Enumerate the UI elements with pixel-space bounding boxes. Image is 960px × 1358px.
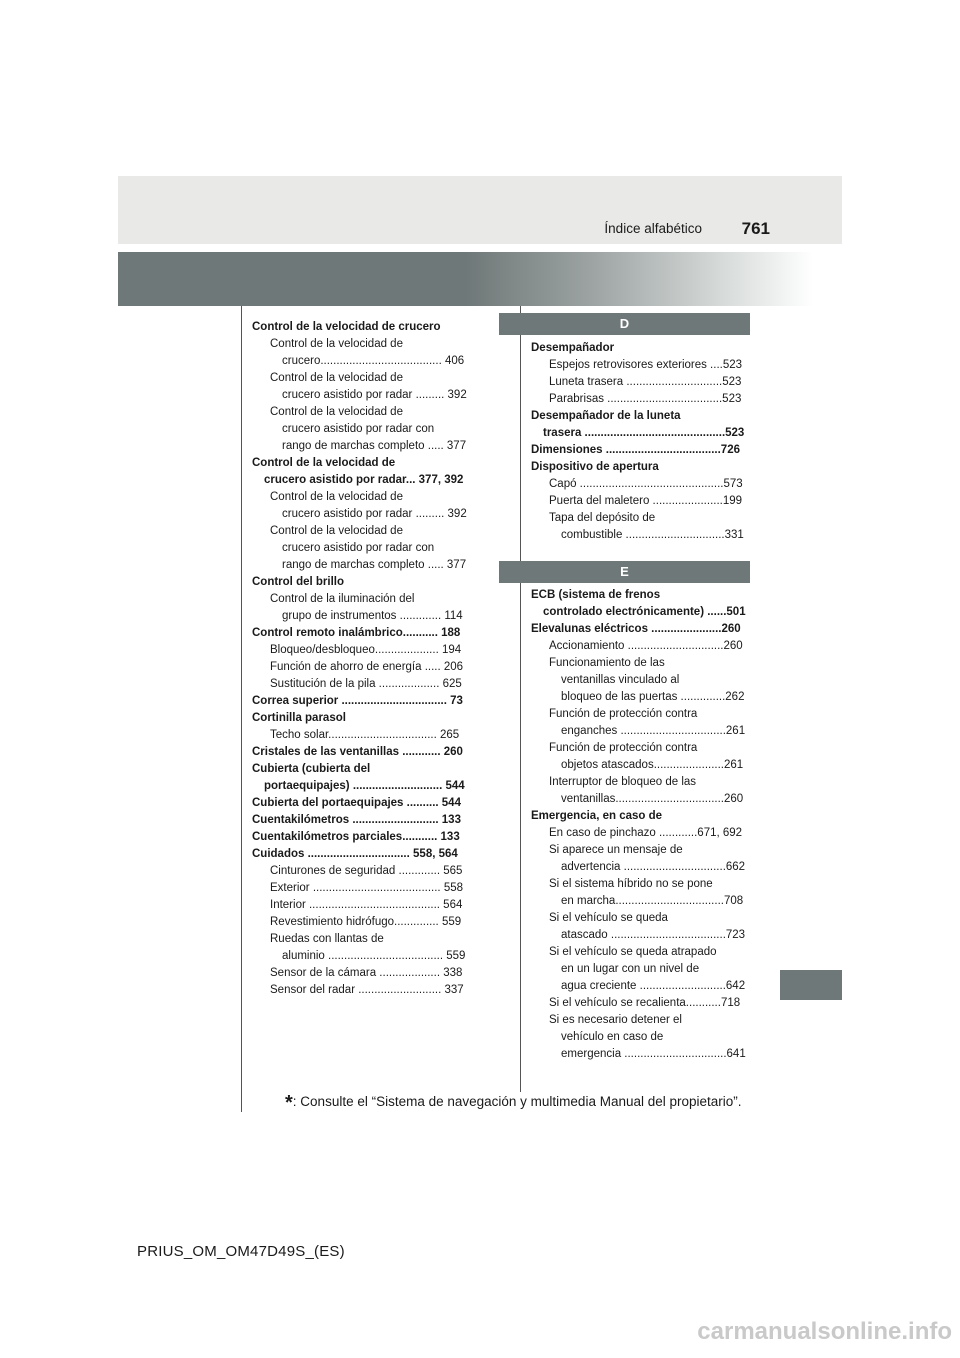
index-entry: Interruptor de bloqueo de las — [549, 776, 697, 788]
index-entry: Función de protección contra — [549, 708, 698, 720]
index-column-d — [531, 340, 750, 544]
index-entry: Control de la velocidad de — [270, 338, 403, 350]
index-entry: Capó .............................................573 — [549, 478, 743, 490]
index-entry: Cuentakilómetros ........................... 133 — [252, 814, 461, 826]
index-entry: objetos atascados......................261 — [561, 759, 744, 771]
index-entry: Luneta trasera ..............................523 — [549, 376, 742, 388]
index-entry: Control de la velocidad de — [270, 406, 403, 418]
index-entry: Funcionamiento de las — [549, 657, 665, 669]
index-entry: Control de la velocidad de — [252, 457, 396, 469]
index-entry: Exterior ........................................ 558 — [270, 882, 464, 894]
index-entry: vehículo en caso de — [561, 1031, 664, 1043]
index-entry: crucero asistido por radar con — [282, 542, 435, 554]
index-entry: ECB (sistema de frenos — [531, 589, 661, 601]
page-header — [118, 176, 842, 244]
page-number: 761 — [741, 219, 770, 238]
document-code: PRIUS_OM_OM47D49S_(ES) — [137, 1243, 345, 1260]
index-entry: bloqueo de las puertas ..............262 — [561, 691, 745, 703]
index-entry: Puerta del maletero ......................199 — [549, 495, 743, 507]
index-entry: Si es necesario detener el — [549, 1014, 682, 1026]
section-header-d: D — [499, 313, 750, 335]
index-entry: Sustitución de la pila ................... 625 — [270, 678, 462, 690]
index-entry: portaequipajes) ............................ 544 — [264, 780, 465, 792]
left-column-rule — [241, 306, 242, 1112]
index-entry: advertencia ................................662 — [561, 861, 746, 873]
index-column-left — [252, 319, 472, 999]
index-entry: agua creciente ...........................642 — [561, 980, 746, 992]
index-entry: Control de la velocidad de — [270, 525, 403, 537]
index-entry: Techo solar.................................. 265 — [270, 729, 460, 741]
index-entry: Cinturones de seguridad ............. 565 — [270, 865, 463, 877]
index-entry: crucero asistido por radar con — [282, 423, 435, 435]
index-entry: crucero asistido por radar ......... 392 — [282, 389, 467, 401]
index-entry: Accionamiento ..............................260 — [549, 640, 743, 652]
index-entry: enganches .................................261 — [561, 725, 746, 737]
index-entry: Parabrisas ....................................523 — [549, 393, 742, 405]
index-entry: crucero asistido por radar... 377, 392 — [264, 474, 464, 486]
index-entry: Si aparece un mensaje de — [549, 844, 683, 856]
index-entry: Control de la velocidad de crucero — [252, 321, 441, 333]
index-entry: Si el vehículo se queda — [549, 912, 668, 924]
index-entry: Desempañador de la luneta — [531, 410, 681, 422]
index-entry: Dimensiones ....................................726 — [531, 444, 740, 456]
index-entry: trasera ............................................523 — [543, 427, 745, 439]
index-entry: Control de la velocidad de — [270, 491, 403, 503]
header-gradient-band — [118, 252, 842, 306]
index-entry: Ruedas con llantas de — [270, 933, 384, 945]
index-entry: crucero asistido por radar ......... 392 — [282, 508, 467, 520]
section-title: Índice alfabético — [604, 221, 702, 236]
index-entry: Si el sistema híbrido no se pone — [549, 878, 713, 890]
index-entry: grupo de instrumentos ............. 114 — [282, 610, 463, 622]
index-entry: Control de la iluminación del — [270, 593, 415, 605]
index-entry: Cubierta del portaequipajes .......... 544 — [252, 797, 461, 809]
index-entry: Dispositivo de apertura — [531, 461, 659, 473]
index-entry: Espejos retrovisores exteriores ....523 — [549, 359, 743, 371]
index-entry: ventanillas vinculado al — [561, 674, 680, 686]
index-entry: Tapa del depósito de — [549, 512, 656, 524]
index-entry: Desempañador — [531, 342, 615, 354]
footnote-star: * — [285, 1092, 293, 1114]
index-entry: Si el vehículo se recalienta...........718 — [549, 997, 741, 1009]
index-entry: Correa superior ................................. 73 — [252, 695, 463, 707]
index-entry: Cortinilla parasol — [252, 712, 346, 724]
index-entry: en un lugar con un nivel de — [561, 963, 700, 975]
footnote-text: : Consulte el “Sistema de navegación y multimedia Manual del propietario”. — [292, 1094, 742, 1109]
index-entry: Cubierta (cubierta del — [252, 763, 371, 775]
index-entry: Control remoto inalámbrico........... 188 — [252, 627, 461, 639]
index-column-e — [531, 587, 750, 1063]
index-entry: controlado electrónicamente) ......501 — [543, 606, 746, 618]
index-entry: ventanillas..................................260 — [561, 793, 744, 805]
index-entry: Sensor de la cámara ................... 338 — [270, 967, 463, 979]
index-entry: rango de marchas completo ..... 377 — [282, 559, 467, 571]
chapter-tab — [780, 970, 842, 1000]
index-entry: combustible ...............................331 — [561, 529, 744, 541]
footnote — [285, 1092, 742, 1115]
watermark: carmanualsonline.info — [697, 1318, 952, 1345]
section-header-e: E — [499, 561, 750, 583]
index-entry: atascado ....................................723 — [561, 929, 746, 941]
index-entry: Función de ahorro de energía ..... 206 — [270, 661, 464, 673]
index-entry: Sensor del radar .......................... 337 — [270, 984, 464, 996]
index-entry: Control del brillo — [252, 576, 344, 588]
index-entry: Interior ......................................... 564 — [270, 899, 463, 911]
index-entry: Cuidados ................................ 558, 564 — [252, 848, 458, 860]
index-entry: En caso de pinchazo ............671, 692 — [549, 827, 743, 839]
index-entry: Función de protección contra — [549, 742, 698, 754]
index-entry: Cristales de las ventanillas ............ 260 — [252, 746, 463, 758]
index-entry: rango de marchas completo ..... 377 — [282, 440, 467, 452]
index-entry: en marcha..................................708 — [561, 895, 744, 907]
index-entry: Bloqueo/desbloqueo.................... 194 — [270, 644, 462, 656]
index-entry: Emergencia, en caso de — [531, 810, 663, 822]
index-entry: emergencia ................................641 — [561, 1048, 746, 1060]
index-entry: Elevalunas eléctricos ......................260 — [531, 623, 741, 635]
index-entry: aluminio .................................... 559 — [282, 950, 466, 962]
index-entry: crucero...................................... 406 — [282, 355, 465, 367]
index-entry: Si el vehículo se queda atrapado — [549, 946, 717, 958]
index-entry: Control de la velocidad de — [270, 372, 403, 384]
index-entry: Cuentakilómetros parciales........... 133 — [252, 831, 460, 843]
index-entry: Revestimiento hidrófugo.............. 559 — [270, 916, 462, 928]
middle-column-rule — [520, 306, 521, 1092]
